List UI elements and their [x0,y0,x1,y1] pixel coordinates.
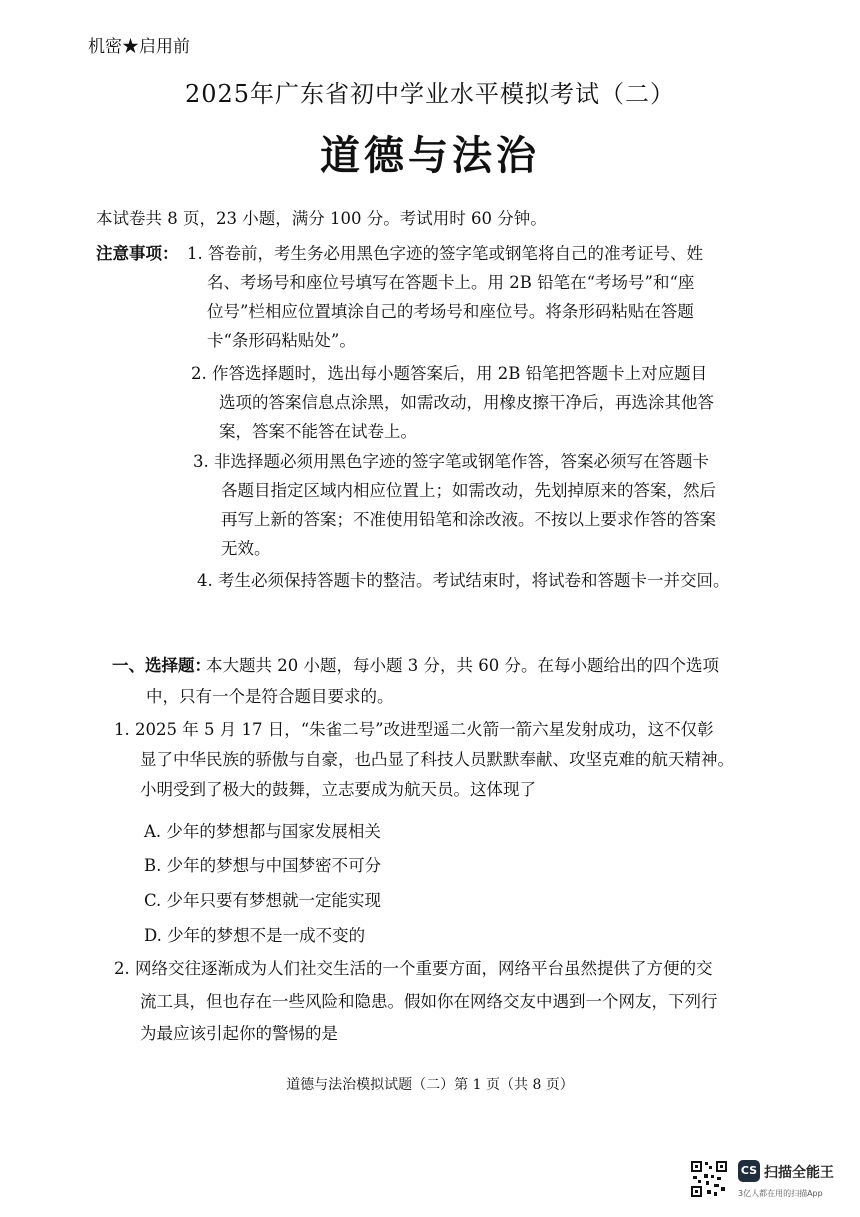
notes-line: 位号”栏相应位置填涂自己的考场号和座位号。将条形码粘贴在答题 [207,302,694,321]
question-1-option-c: C. 少年只要有梦想就一定能实现 [144,891,382,910]
question-1-option-a: A. 少年的梦想都与国家发展相关 [144,822,381,841]
notes-line: 各题目指定区域内相应位置上；如需改动，先划掉原来的答案，然后 [221,481,716,500]
notes-line: 4. 考生必须保持答题卡的整洁。考试结束时，将试卷和答题卡一并交回。 [197,571,730,590]
scanner-logo-icon: CS [738,1160,760,1182]
page-footer: 道德与法治模拟试题（二）第 1 页（共 8 页） [286,1077,574,1093]
notes-line: 1. 答卷前，考生务必用黑色字迹的签字笔或钢笔将自己的准考证号、姓 [187,244,703,263]
notes-line: 无效。 [221,539,271,558]
notes-line: 选项的答案信息点涂黑，如需改动，用橡皮擦干净后，再选涂其他答 [219,393,714,412]
notes-line: 卡“条形码粘贴处”。 [207,331,356,350]
scanner-app-tagline: 3亿人都在用的扫描App [738,1189,823,1198]
secret-label: 机密★启用前 [88,37,190,57]
question-1-line: 显了中华民族的骄傲与自豪，也凸显了科技人员默默奉献、攻坚克难的航天精神。 [140,750,734,769]
question-1-line: 1. 2025 年 5 月 17 日，“朱雀二号”改进型遥二火箭一箭六星发射成功，这不仅彰 [114,720,714,739]
question-2-line: 2. 网络交往逐渐成为人们社交生活的一个重要方面，网络平台虽然提供了方便的交 [114,959,713,978]
question-1-option-b: B. 少年的梦想与中国梦密不可分 [144,856,382,875]
exam-title: 2025年广东省初中学业水平模拟考试（二） [184,80,676,108]
question-2-line: 流工具，但也存在一些风险和隐患。假如你在网络交友中遇到一个网友，下列行 [140,992,718,1011]
notes-line: 3. 非选择题必须用黑色字迹的签字笔或钢笔作答，答案必须写在答题卡 [193,452,709,471]
notes-line: 案，答案不能答在试卷上。 [219,422,417,441]
section-heading-line2: 中，只有一个是符合题目要求的。 [146,687,394,706]
qr-code-icon [690,1160,728,1198]
intro-text: 本试卷共 8 页，23 小题，满分 100 分。考试用时 60 分钟。 [96,209,547,228]
notes-label: 注意事项： [96,244,179,263]
notes-line: 再写上新的答案；不准使用铅笔和涂改液。不按以上要求作答的答案 [221,510,716,529]
notes-line: 名、考场号和座位号填写在答题卡上。用 2B 铅笔在“考场号”和“座 [207,273,695,292]
scanner-app-name: 扫描全能王 [764,1165,834,1181]
question-2-line: 为最应该引起你的警惕的是 [140,1024,338,1043]
section-heading-prefix: 一、选择题： [112,656,211,675]
question-1-option-d: D. 少年的梦想不是一成不变的 [144,926,366,945]
notes-line: 2. 作答选择题时，选出每小题答案后，用 2B 铅笔把答题卡上对应题目 [191,364,708,383]
section-heading-text: 本大题共 20 小题，每小题 3 分，共 60 分。在每小题给出的四个选项 [206,656,719,675]
question-1-line: 小明受到了极大的鼓舞，立志要成为航天员。这体现了 [140,780,536,799]
subject-title: 道德与法治 [320,132,540,179]
